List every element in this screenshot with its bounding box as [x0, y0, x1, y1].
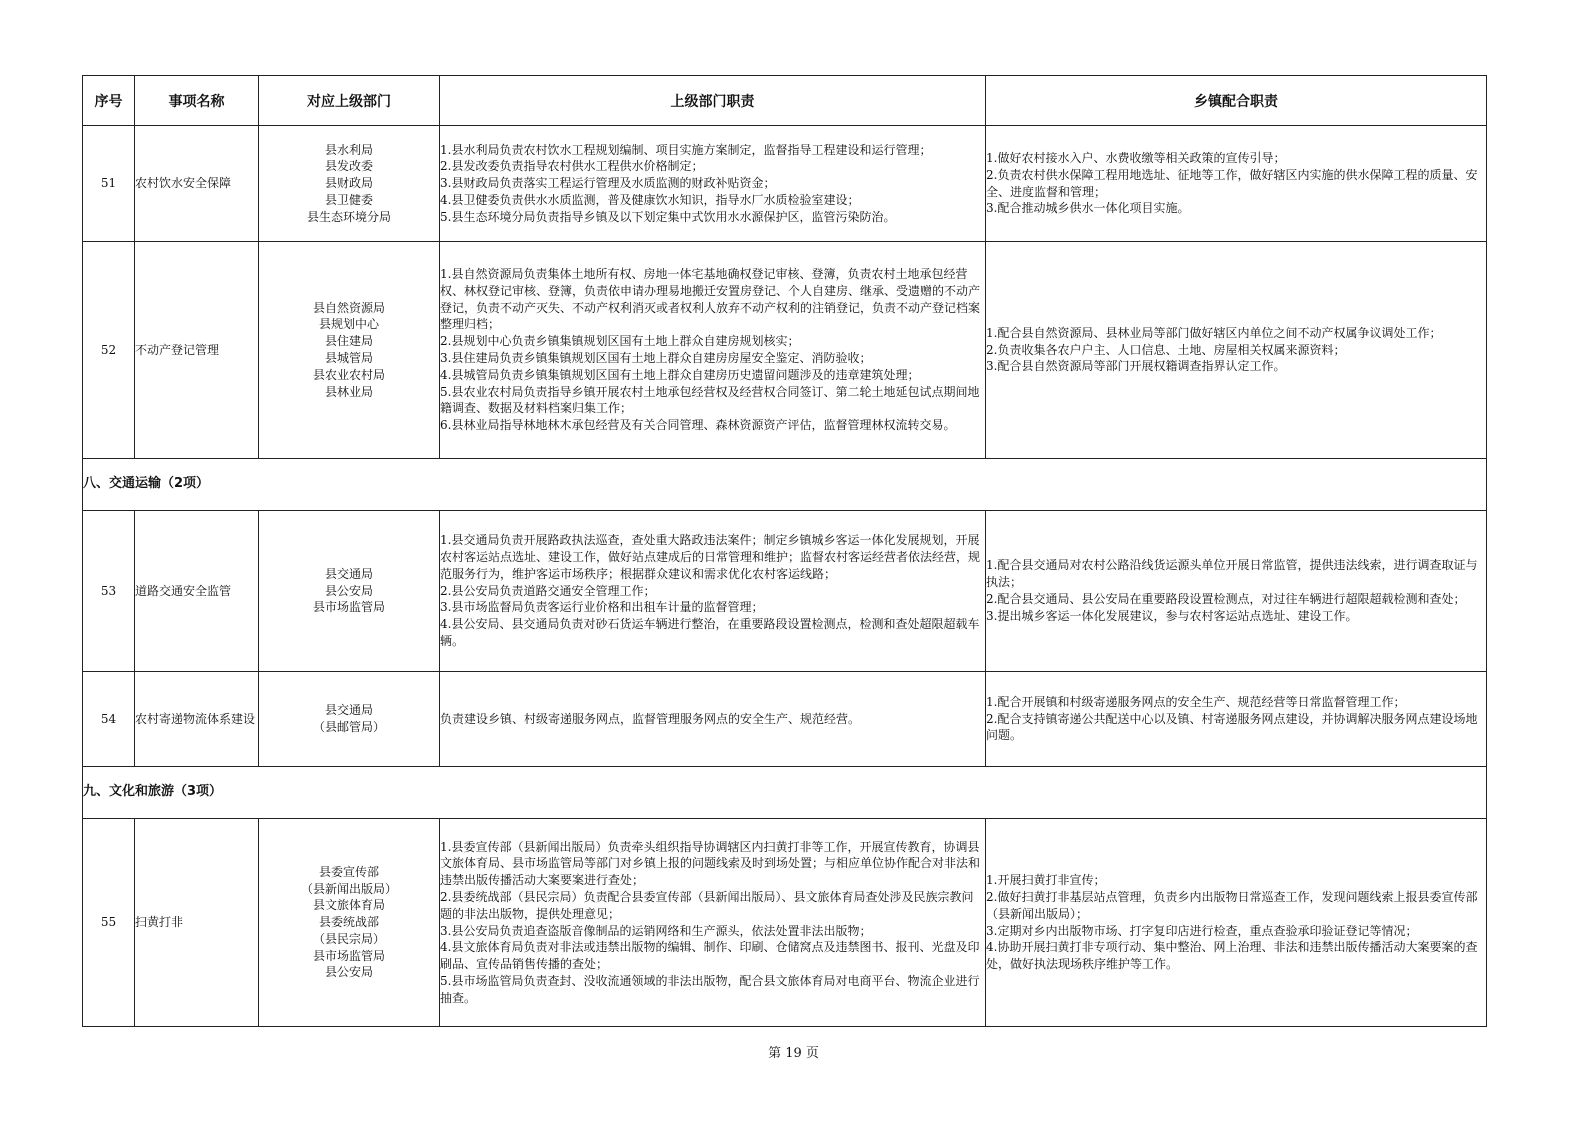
upper-duty-line: 4.县城管局负责乡镇集镇规划区国有土地上群众自建房历史遗留问题涉及的违章建筑处理； [440, 367, 920, 382]
dept-line: 县公安局 [324, 583, 373, 598]
dept-line: 县委宣传部 [318, 864, 379, 879]
town-duty-line: 2.配合县交通局、县公安局在重要路段设置检测点，对过往车辆进行超限超载检测和查处； [986, 592, 1466, 606]
dept-line: 县文旅体育局 [312, 898, 385, 913]
upper-duty-cell [440, 242, 986, 459]
header-num: 序号 [83, 76, 135, 126]
dept-line: 县规划中心 [318, 317, 379, 332]
duty-table [82, 75, 1487, 1027]
section-title: 八、交通运输（2项） [83, 459, 1487, 511]
town-duty-line: 1.配合县自然资源局、县林业局等部门做好辖区内单位之间不动产权属争议调处工作； [986, 325, 1442, 340]
dept-line: 县委统战部 [318, 915, 379, 930]
table-row [83, 672, 1487, 767]
dept-line: 县市场监管局 [312, 948, 385, 963]
upper-duty-cell [440, 819, 986, 1027]
dept-cell [259, 511, 440, 672]
town-duty-line: 1.做好农村接水入户、水费收缴等相关政策的宣传引导； [986, 150, 1286, 165]
upper-duty-line: 2.县公安局负责道路交通安全管理工作； [440, 583, 656, 598]
town-duty-line: 1.配合开展镇和村级寄递服务网点的安全生产、规范经营等日常监督管理工作； [986, 694, 1406, 709]
item-name: 扫黄打非 [135, 819, 259, 1027]
table-row [83, 126, 1487, 242]
town-duty-cell [986, 672, 1487, 767]
upper-duty-line: 2.县委统战部（县民宗局）负责配合县委宣传部（县新闻出版局）、县文旅体育局查处涉及民族宗教问题的非法出版物，提供处理意见； [440, 889, 974, 921]
dept-line: （县民宗局） [312, 931, 385, 946]
dept-cell [259, 126, 440, 242]
town-duty-cell [986, 819, 1487, 1027]
table-row [83, 511, 1487, 672]
upper-duty-line: 3.县市场监督局负责客运行业价格和出租车计量的监督管理； [440, 600, 764, 615]
dept-line: 县林业局 [324, 384, 373, 399]
row-number: 53 [83, 511, 135, 672]
dept-line: 县发改委 [324, 159, 373, 174]
upper-duty-line: 1.县委宣传部（县新闻出版局）负责牵头组织指导协调辖区内扫黄打非等工作，开展宣传教育，协调县文旅体育局、县市场监管局等部门对乡镇上报的问题线索及时到场处置；与相应单位协作配合对非法和违禁出版传播活动大案要案进行查处； [440, 839, 981, 888]
dept-line: 县卫健委 [324, 192, 373, 207]
upper-duty-line: 4.县卫健委负责供水水质监测，普及健康饮水知识，指导水厂水质检验室建设； [440, 192, 860, 207]
upper-duty-line: 3.县公安局负责追查盗版音像制品的运销网络和生产源头，依法处置非法出版物； [440, 923, 872, 938]
dept-line: 县市场监管局 [312, 600, 385, 615]
row-number: 55 [83, 819, 135, 1027]
item-name: 不动产登记管理 [135, 242, 259, 459]
upper-duty-cell [440, 126, 986, 242]
upper-duty-line: 5.县生态环境分局负责指导乡镇及以下划定集中式饮用水水源保护区，监管污染防治。 [440, 209, 896, 224]
dept-line: （县新闻出版局） [300, 881, 397, 896]
dept-line: 县农业农村局 [312, 367, 385, 382]
table-row [83, 819, 1487, 1027]
upper-duty-line: 1.县交通局负责开展路政执法巡查，查处重大路政违法案件；制定乡镇城乡客运一体化发展规划，开展农村客运站点选址、建设工作，做好站点建成后的日常管理和维护；监督农村客运经营者依法经营，规范服务行为，维护客运市场秩序；根据群众建议和需求优化农村客运线路； [440, 533, 981, 581]
upper-duty-line: 1.县自然资源局负责集体土地所有权、房地一体宅基地确权登记审核、登簿，负责农村土地承包经营权、林权登记审核、登簿，负责依申请办理易地搬迁安置房登记、个人自建房、继承、受遗赠的不动产登记，负责不动产灭失、不动产权利消灭或者权利人放弃不动产权利的注销登记，负责不动产登记档案整理归档； [440, 267, 981, 332]
page-number: 第 19 页 [768, 1046, 819, 1061]
dept-line: 县城管局 [324, 351, 373, 365]
table-body [83, 126, 1487, 1027]
dept-line: 县交通局 [324, 703, 373, 718]
upper-duty-line: 2.县规划中心负责乡镇集镇规划区国有土地上群众自建房规划核实； [440, 334, 800, 349]
dept-cell [259, 242, 440, 459]
town-duty-line: 4.协助开展扫黄打非专项行动、集中整治、网上治理、非法和违禁出版传播活动大案要案的查处，做好执法现场秩序维护等工作。 [986, 940, 1478, 972]
upper-duty-line: 5.县农业农村局负责指导乡镇开展农村土地承包经营权及经营权合同签订、第二轮土地延包试点期间地籍调查、数据及材料档案归集工作； [440, 384, 980, 416]
dept-cell [259, 819, 440, 1027]
header-upper: 上级部门职责 [440, 76, 986, 126]
town-duty-line: 1.开展扫黄打非宣传； [986, 873, 1106, 888]
town-duty-line: 3.定期对乡内出版物市场、打字复印店进行检查，重点查验承印验证登记等情况； [986, 923, 1418, 938]
section-row [83, 459, 1487, 511]
upper-duty-cell [440, 672, 986, 767]
town-duty-line: 3.配合县自然资源局等部门开展权籍调查指界认定工作。 [986, 359, 1286, 374]
town-duty-cell [986, 126, 1487, 242]
town-duty-cell [986, 242, 1487, 459]
header-town: 乡镇配合职责 [986, 76, 1487, 126]
row-number: 52 [83, 242, 135, 459]
town-duty-line: 2.负责收集各农户户主、人口信息、土地、房屋相关权属来源资料； [986, 342, 1346, 357]
upper-duty-line: 1.县水利局负责农村饮水工程规划编制、项目实施方案制定，监督指导工程建设和运行管理； [440, 142, 932, 157]
town-duty-line: 2.配合支持镇寄递公共配送中心以及镇、村寄递服务网点建设，并协调解决服务网点建设场地问题。 [986, 711, 1478, 743]
dept-line: 县水利局 [324, 142, 373, 157]
upper-duty-line: 3.县住建局负责乡镇集镇规划区国有土地上群众自建房房屋安全鉴定、消防验收； [440, 351, 872, 365]
row-number: 51 [83, 126, 135, 242]
town-duty-line: 2.做好扫黄打非基层站点管理，负责乡内出版物日常巡查工作，发现问题线索上报县委宣传部（县新闻出版局）； [986, 889, 1478, 921]
dept-line: （县邮管局） [312, 720, 385, 734]
dept-line: 县生态环境分局 [306, 209, 391, 224]
upper-duty-line: 2.县发改委负责指导农村供水工程供水价格制定； [440, 159, 704, 174]
upper-duty-line: 4.县公安局、县交通局负责对砂石货运车辆进行整治，在重要路段设置检测点，检测和查处超限超载车辆。 [440, 617, 980, 648]
item-name: 道路交通安全监管 [135, 511, 259, 672]
dept-line: 县住建局 [324, 334, 373, 349]
town-duty-line: 1.配合县交通局对农村公路沿线货运源头单位开展日常监管，提供违法线索，进行调查取证与执法； [986, 558, 1478, 590]
town-duty-line: 2.负责农村供水保障工程用地选址、征地等工作，做好辖区内实施的供水保障工程的质量、安全、进度监督和管理； [986, 167, 1478, 199]
section-title: 九、文化和旅游（3项） [83, 767, 1487, 819]
dept-line: 县交通局 [324, 566, 373, 581]
town-duty-line: 3.配合推动城乡供水一体化项目实施。 [986, 201, 1190, 216]
upper-duty-line: 4.县文旅体育局负责对非法或违禁出版物的编辑、制作、印刷、仓储窝点及违禁图书、报刊、光盘及印刷品、宣传品销售传播的查处； [440, 940, 980, 972]
upper-duty-line: 3.县财政局负责落实工程运行管理及水质监测的财政补贴资金； [440, 176, 776, 191]
upper-duty-cell [440, 511, 986, 672]
header-dept: 对应上级部门 [259, 76, 440, 126]
upper-duty-line: 负责建设乡镇、村级寄递服务网点，监督管理服务网点的安全生产、规范经营。 [440, 711, 861, 726]
item-name: 农村饮水安全保障 [135, 126, 259, 242]
row-number: 54 [83, 672, 135, 767]
dept-line: 县财政局 [324, 176, 373, 191]
section-row [83, 767, 1487, 819]
header-name: 事项名称 [135, 76, 259, 126]
dept-line: 县自然资源局 [312, 300, 385, 315]
town-duty-line: 3.提出城乡客运一体化发展建议，参与农村客运站点选址、建设工作。 [986, 608, 1358, 623]
upper-duty-line: 5.县市场监管局负责查封、没收流通领域的非法出版物，配合县文旅体育局对电商平台、物流企业进行抽查。 [440, 973, 980, 1005]
item-name: 农村寄递物流体系建设 [135, 672, 259, 767]
upper-duty-line: 6.县林业局指导林地林木承包经营及有关合同管理、森林资源资产评估，监督管理林权流转交易。 [440, 418, 956, 433]
dept-line: 县公安局 [324, 965, 373, 980]
town-duty-cell [986, 511, 1487, 672]
dept-cell [259, 672, 440, 767]
header-row [83, 76, 1487, 126]
table-row [83, 242, 1487, 459]
